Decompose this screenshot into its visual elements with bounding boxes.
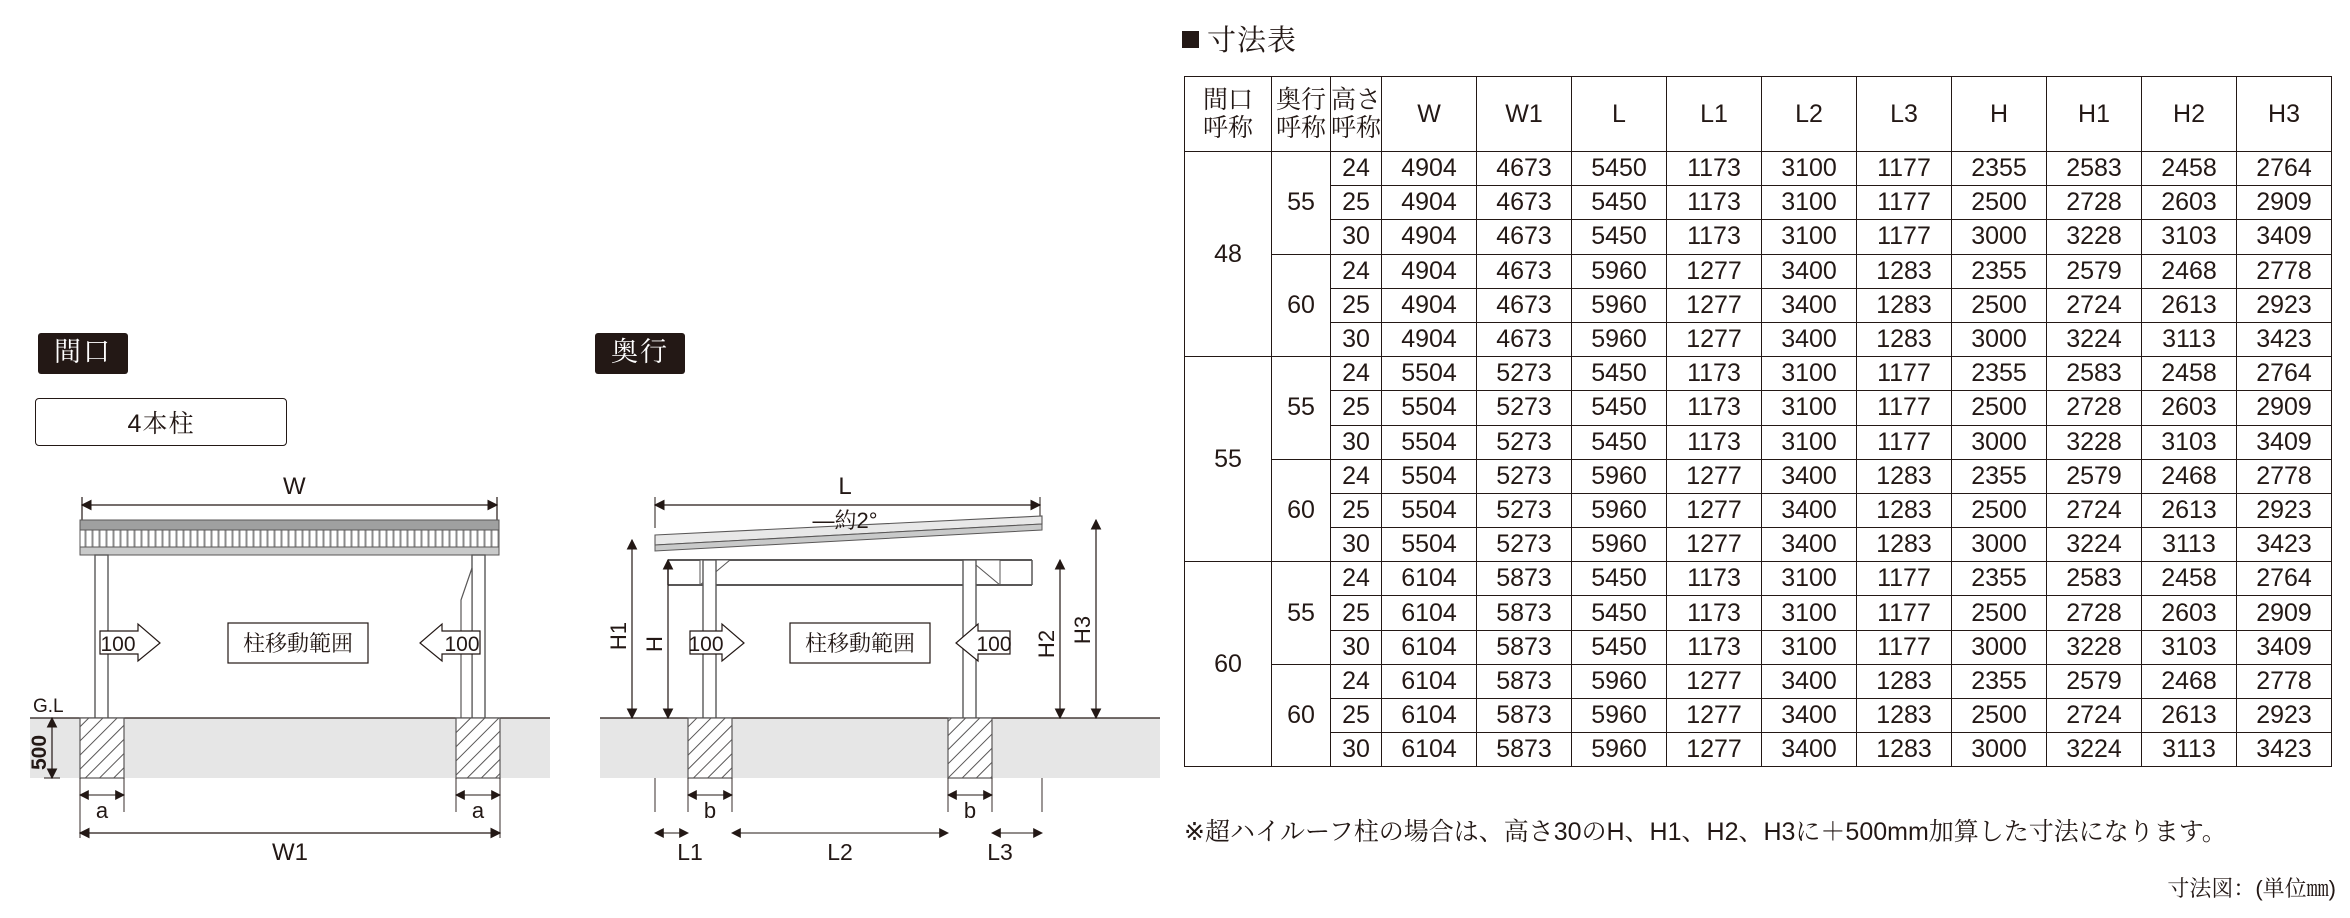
drawing-pane bbox=[0, 0, 1170, 918]
cell-W: 5504 bbox=[1382, 357, 1477, 391]
cell-L2: 3100 bbox=[1762, 562, 1857, 596]
cell-L1: 1277 bbox=[1667, 528, 1762, 562]
cell-W: 6104 bbox=[1382, 664, 1477, 698]
svg-text:G.L: G.L bbox=[33, 696, 64, 717]
svg-text:100: 100 bbox=[100, 633, 136, 656]
cell-W: 4904 bbox=[1382, 220, 1477, 254]
cell-H1: 3228 bbox=[2047, 425, 2142, 459]
svg-text:柱移動範囲: 柱移動範囲 bbox=[804, 631, 916, 656]
dimension-table-pane bbox=[1170, 0, 2350, 918]
cell-H1: 2583 bbox=[2047, 562, 2142, 596]
cell-takasa: 30 bbox=[1331, 425, 1382, 459]
cell-takasa: 24 bbox=[1331, 357, 1382, 391]
cell-L3: 1177 bbox=[1857, 357, 1952, 391]
cell-H1: 2583 bbox=[2047, 357, 2142, 391]
cell-takasa: 30 bbox=[1331, 322, 1382, 356]
cell-L3: 1177 bbox=[1857, 186, 1952, 220]
cell-L3: 1283 bbox=[1857, 459, 1952, 493]
cell-H1: 3224 bbox=[2047, 322, 2142, 356]
cell-H2: 2458 bbox=[2142, 562, 2237, 596]
cell-H3: 3423 bbox=[2237, 528, 2332, 562]
cell-H2: 2468 bbox=[2142, 664, 2237, 698]
cell-takasa: 25 bbox=[1331, 699, 1382, 733]
svg-text:W1: W1 bbox=[272, 839, 308, 866]
bullet-square-icon bbox=[1182, 31, 1199, 48]
cell-L2: 3100 bbox=[1762, 220, 1857, 254]
svg-text:100: 100 bbox=[688, 633, 724, 656]
cell-H1: 3224 bbox=[2047, 733, 2142, 767]
section-label-okuyuki: 奥行 bbox=[595, 333, 685, 374]
header-okuyuki-line1: 奥行 bbox=[1275, 86, 1326, 114]
cell-W1: 4673 bbox=[1477, 186, 1572, 220]
cell-H: 2500 bbox=[1952, 186, 2047, 220]
cell-L: 5450 bbox=[1572, 357, 1667, 391]
table-row bbox=[1185, 322, 2332, 356]
cell-W1: 5273 bbox=[1477, 528, 1572, 562]
cell-L3: 1283 bbox=[1857, 699, 1952, 733]
cell-L2: 3400 bbox=[1762, 528, 1857, 562]
svg-text:L3: L3 bbox=[987, 839, 1013, 865]
cell-H: 3000 bbox=[1952, 630, 2047, 664]
cell-H: 2500 bbox=[1952, 288, 2047, 322]
cell-H: 3000 bbox=[1952, 528, 2047, 562]
cell-W1: 4673 bbox=[1477, 220, 1572, 254]
cell-W1: 5273 bbox=[1477, 493, 1572, 527]
cell-L1: 1277 bbox=[1667, 664, 1762, 698]
cell-H1: 2583 bbox=[2047, 152, 2142, 186]
cell-H: 2355 bbox=[1952, 254, 2047, 288]
cell-H: 3000 bbox=[1952, 733, 2047, 767]
table-row bbox=[1185, 630, 2332, 664]
cell-H2: 2458 bbox=[2142, 152, 2237, 186]
cell-W: 5504 bbox=[1382, 459, 1477, 493]
cell-H2: 3113 bbox=[2142, 528, 2237, 562]
header-H2: H2 bbox=[2142, 77, 2237, 152]
cell-L3: 1177 bbox=[1857, 425, 1952, 459]
header-takasa bbox=[1331, 77, 1382, 152]
cell-L1: 1277 bbox=[1667, 288, 1762, 322]
cell-H: 2355 bbox=[1952, 459, 2047, 493]
cell-L: 5450 bbox=[1572, 186, 1667, 220]
table-row bbox=[1185, 699, 2332, 733]
cell-H3: 2778 bbox=[2237, 664, 2332, 698]
cell-H: 2500 bbox=[1952, 596, 2047, 630]
cell-L1: 1173 bbox=[1667, 425, 1762, 459]
dimension-table bbox=[1184, 76, 2332, 767]
header-L1: L1 bbox=[1667, 77, 1762, 152]
cell-H3: 2764 bbox=[2237, 357, 2332, 391]
svg-text:a: a bbox=[471, 798, 485, 823]
cell-L: 5960 bbox=[1572, 254, 1667, 288]
cell-L1: 1277 bbox=[1667, 322, 1762, 356]
table-heading bbox=[1182, 18, 1297, 59]
cell-W1: 5873 bbox=[1477, 733, 1572, 767]
cell-L: 5450 bbox=[1572, 152, 1667, 186]
cell-L1: 1173 bbox=[1667, 220, 1762, 254]
cell-H: 3000 bbox=[1952, 322, 2047, 356]
header-H1: H1 bbox=[2047, 77, 2142, 152]
cell-L1: 1173 bbox=[1667, 630, 1762, 664]
cell-L2: 3400 bbox=[1762, 493, 1857, 527]
cell-takasa: 30 bbox=[1331, 220, 1382, 254]
svg-text:b: b bbox=[963, 798, 977, 823]
header-W: W bbox=[1382, 77, 1477, 152]
cell-takasa: 25 bbox=[1331, 391, 1382, 425]
cell-H: 2500 bbox=[1952, 699, 2047, 733]
header-L3: L3 bbox=[1857, 77, 1952, 152]
cell-takasa: 25 bbox=[1331, 596, 1382, 630]
cell-L2: 3100 bbox=[1762, 391, 1857, 425]
table-row bbox=[1185, 254, 2332, 288]
cell-H2: 2458 bbox=[2142, 357, 2237, 391]
cell-L3: 1283 bbox=[1857, 528, 1952, 562]
cell-L2: 3400 bbox=[1762, 699, 1857, 733]
svg-text:100: 100 bbox=[976, 633, 1012, 656]
cell-L1: 1277 bbox=[1667, 493, 1762, 527]
cell-L: 5960 bbox=[1572, 288, 1667, 322]
table-row bbox=[1185, 425, 2332, 459]
header-L2: L2 bbox=[1762, 77, 1857, 152]
cell-W1: 5873 bbox=[1477, 562, 1572, 596]
header-takasa-line2: 呼称 bbox=[1331, 114, 1382, 142]
cell-takasa: 25 bbox=[1331, 288, 1382, 322]
table-row bbox=[1185, 152, 2332, 186]
cell-W1: 5273 bbox=[1477, 425, 1572, 459]
cell-W: 6104 bbox=[1382, 596, 1477, 630]
header-W1: W1 bbox=[1477, 77, 1572, 152]
cell-L: 5450 bbox=[1572, 562, 1667, 596]
svg-text:L2: L2 bbox=[827, 839, 853, 865]
cell-W: 4904 bbox=[1382, 322, 1477, 356]
cell-H: 3000 bbox=[1952, 425, 2047, 459]
cell-H: 3000 bbox=[1952, 220, 2047, 254]
table-row bbox=[1185, 220, 2332, 254]
cell-L1: 1173 bbox=[1667, 357, 1762, 391]
cell-H2: 3113 bbox=[2142, 733, 2237, 767]
cell-L3: 1177 bbox=[1857, 630, 1952, 664]
table-row bbox=[1185, 528, 2332, 562]
cell-H: 2500 bbox=[1952, 391, 2047, 425]
cell-W1: 5873 bbox=[1477, 630, 1572, 664]
cell-W: 4904 bbox=[1382, 254, 1477, 288]
cell-takasa: 30 bbox=[1331, 528, 1382, 562]
cell-L2: 3400 bbox=[1762, 459, 1857, 493]
cell-L: 5960 bbox=[1572, 493, 1667, 527]
cell-L2: 3400 bbox=[1762, 733, 1857, 767]
cell-L3: 1283 bbox=[1857, 254, 1952, 288]
svg-text:H3: H3 bbox=[1070, 615, 1095, 645]
cell-H3: 3409 bbox=[2237, 425, 2332, 459]
cell-W: 4904 bbox=[1382, 152, 1477, 186]
svg-text:H1: H1 bbox=[606, 621, 631, 651]
header-takasa-line1: 高さ bbox=[1331, 86, 1382, 114]
cell-L2: 3100 bbox=[1762, 152, 1857, 186]
table-row bbox=[1185, 459, 2332, 493]
cell-L1: 1277 bbox=[1667, 733, 1762, 767]
cell-H3: 2909 bbox=[2237, 596, 2332, 630]
cell-W1: 4673 bbox=[1477, 152, 1572, 186]
svg-text:100: 100 bbox=[444, 633, 480, 656]
cell-L: 5450 bbox=[1572, 596, 1667, 630]
cell-maguchi: 55 bbox=[1185, 357, 1272, 562]
cell-L3: 1177 bbox=[1857, 152, 1952, 186]
cell-L1: 1277 bbox=[1667, 699, 1762, 733]
cell-H1: 2728 bbox=[2047, 596, 2142, 630]
cell-okuyuki: 55 bbox=[1272, 152, 1331, 255]
cell-W: 4904 bbox=[1382, 186, 1477, 220]
cell-H2: 3103 bbox=[2142, 220, 2237, 254]
cell-H3: 2923 bbox=[2237, 288, 2332, 322]
cell-L: 5960 bbox=[1572, 699, 1667, 733]
cell-H: 2355 bbox=[1952, 357, 2047, 391]
cell-H3: 2778 bbox=[2237, 254, 2332, 288]
cell-L1: 1173 bbox=[1667, 596, 1762, 630]
cell-L: 5450 bbox=[1572, 391, 1667, 425]
cell-L3: 1177 bbox=[1857, 391, 1952, 425]
cell-H3: 3409 bbox=[2237, 630, 2332, 664]
cell-W1: 4673 bbox=[1477, 322, 1572, 356]
cell-okuyuki: 60 bbox=[1272, 459, 1331, 562]
cell-H1: 2579 bbox=[2047, 254, 2142, 288]
table-row bbox=[1185, 596, 2332, 630]
table-row bbox=[1185, 493, 2332, 527]
cell-L1: 1173 bbox=[1667, 152, 1762, 186]
svg-text:500: 500 bbox=[28, 734, 51, 770]
cell-W: 6104 bbox=[1382, 562, 1477, 596]
cell-maguchi: 48 bbox=[1185, 152, 1272, 357]
cell-H2: 2613 bbox=[2142, 288, 2237, 322]
cell-L2: 3400 bbox=[1762, 288, 1857, 322]
cell-takasa: 25 bbox=[1331, 493, 1382, 527]
header-okuyuki bbox=[1272, 77, 1331, 152]
cell-L2: 3400 bbox=[1762, 254, 1857, 288]
table-row bbox=[1185, 562, 2332, 596]
cell-W: 5504 bbox=[1382, 528, 1477, 562]
cell-H3: 3423 bbox=[2237, 733, 2332, 767]
cell-H2: 3103 bbox=[2142, 630, 2237, 664]
unit-note: 寸法図：(単位㎜) bbox=[2167, 876, 2336, 901]
table-row bbox=[1185, 664, 2332, 698]
cell-H1: 2724 bbox=[2047, 699, 2142, 733]
cell-H2: 3113 bbox=[2142, 322, 2237, 356]
header-L: L bbox=[1572, 77, 1667, 152]
cell-H: 2355 bbox=[1952, 664, 2047, 698]
cell-takasa: 30 bbox=[1331, 630, 1382, 664]
cell-W: 5504 bbox=[1382, 391, 1477, 425]
svg-text:柱移動範囲: 柱移動範囲 bbox=[242, 631, 354, 656]
cell-okuyuki: 60 bbox=[1272, 254, 1331, 357]
cell-L: 5960 bbox=[1572, 664, 1667, 698]
cell-W: 5504 bbox=[1382, 425, 1477, 459]
header-maguchi-line1: 間口 bbox=[1202, 86, 1253, 114]
cell-L1: 1277 bbox=[1667, 254, 1762, 288]
cell-L: 5960 bbox=[1572, 459, 1667, 493]
pillar-type-box: 4本柱 bbox=[35, 398, 287, 446]
cell-W: 4904 bbox=[1382, 288, 1477, 322]
table-header-row bbox=[1185, 77, 2332, 152]
svg-text:L: L bbox=[838, 473, 852, 500]
cell-L3: 1283 bbox=[1857, 322, 1952, 356]
cell-L1: 1173 bbox=[1667, 391, 1762, 425]
svg-text:H2: H2 bbox=[1034, 629, 1059, 659]
cell-H1: 2728 bbox=[2047, 186, 2142, 220]
cell-H2: 2468 bbox=[2142, 459, 2237, 493]
cell-W1: 4673 bbox=[1477, 254, 1572, 288]
cell-okuyuki: 60 bbox=[1272, 664, 1331, 767]
cell-H2: 2603 bbox=[2142, 186, 2237, 220]
cell-W1: 4673 bbox=[1477, 288, 1572, 322]
cell-H: 2500 bbox=[1952, 493, 2047, 527]
cell-L1: 1173 bbox=[1667, 186, 1762, 220]
cell-W: 6104 bbox=[1382, 630, 1477, 664]
cell-H3: 2923 bbox=[2237, 699, 2332, 733]
header-okuyuki-line2: 呼称 bbox=[1275, 114, 1326, 142]
table-row bbox=[1185, 733, 2332, 767]
cell-H1: 2724 bbox=[2047, 493, 2142, 527]
cell-L: 5960 bbox=[1572, 322, 1667, 356]
cell-L: 5450 bbox=[1572, 630, 1667, 664]
table-heading-text: 寸法表 bbox=[1207, 25, 1298, 57]
cell-L3: 1283 bbox=[1857, 493, 1952, 527]
cell-W: 6104 bbox=[1382, 733, 1477, 767]
table-row bbox=[1185, 186, 2332, 220]
cell-L2: 3100 bbox=[1762, 596, 1857, 630]
table-row bbox=[1185, 357, 2332, 391]
cell-H: 2355 bbox=[1952, 152, 2047, 186]
section-label-maguchi: 間口 bbox=[38, 333, 128, 374]
cell-H2: 2468 bbox=[2142, 254, 2237, 288]
cell-L2: 3400 bbox=[1762, 664, 1857, 698]
cell-takasa: 25 bbox=[1331, 186, 1382, 220]
header-H: H bbox=[1952, 77, 2047, 152]
cell-H1: 2579 bbox=[2047, 664, 2142, 698]
cell-W1: 5273 bbox=[1477, 459, 1572, 493]
cell-L3: 1283 bbox=[1857, 288, 1952, 322]
cell-W: 6104 bbox=[1382, 699, 1477, 733]
svg-text:H: H bbox=[642, 636, 667, 652]
cell-H1: 3228 bbox=[2047, 220, 2142, 254]
cell-H: 2355 bbox=[1952, 562, 2047, 596]
cell-H2: 2603 bbox=[2142, 391, 2237, 425]
cell-W1: 5273 bbox=[1477, 391, 1572, 425]
cell-takasa: 24 bbox=[1331, 459, 1382, 493]
cell-H3: 2778 bbox=[2237, 459, 2332, 493]
svg-text:a: a bbox=[95, 798, 109, 823]
cell-H1: 3224 bbox=[2047, 528, 2142, 562]
cell-H1: 3228 bbox=[2047, 630, 2142, 664]
cell-L3: 1283 bbox=[1857, 733, 1952, 767]
cell-H2: 2613 bbox=[2142, 493, 2237, 527]
cell-L1: 1173 bbox=[1667, 562, 1762, 596]
cell-H3: 2909 bbox=[2237, 186, 2332, 220]
header-maguchi bbox=[1185, 77, 1272, 152]
cell-takasa: 30 bbox=[1331, 733, 1382, 767]
svg-text:W: W bbox=[283, 473, 306, 500]
elevation-drawings bbox=[0, 0, 1170, 918]
cell-maguchi: 60 bbox=[1185, 562, 1272, 767]
cell-L: 5960 bbox=[1572, 528, 1667, 562]
cell-okuyuki: 55 bbox=[1272, 562, 1331, 665]
cell-H3: 2764 bbox=[2237, 152, 2332, 186]
cell-H3: 3423 bbox=[2237, 322, 2332, 356]
cell-L: 5450 bbox=[1572, 425, 1667, 459]
cell-L3: 1283 bbox=[1857, 664, 1952, 698]
cell-H1: 2724 bbox=[2047, 288, 2142, 322]
cell-L2: 3100 bbox=[1762, 425, 1857, 459]
cell-W1: 5873 bbox=[1477, 596, 1572, 630]
table-row bbox=[1185, 288, 2332, 322]
cell-H3: 2923 bbox=[2237, 493, 2332, 527]
cell-W: 5504 bbox=[1382, 493, 1477, 527]
cell-okuyuki: 55 bbox=[1272, 357, 1331, 460]
cell-H2: 2603 bbox=[2142, 596, 2237, 630]
cell-takasa: 24 bbox=[1331, 254, 1382, 288]
cell-L3: 1177 bbox=[1857, 596, 1952, 630]
cell-W1: 5873 bbox=[1477, 699, 1572, 733]
cell-takasa: 24 bbox=[1331, 152, 1382, 186]
cell-takasa: 24 bbox=[1331, 664, 1382, 698]
cell-L: 5450 bbox=[1572, 220, 1667, 254]
cell-L3: 1177 bbox=[1857, 562, 1952, 596]
svg-text:―約2°: ―約2° bbox=[812, 508, 878, 533]
header-H3: H3 bbox=[2237, 77, 2332, 152]
cell-W1: 5873 bbox=[1477, 664, 1572, 698]
cell-L2: 3100 bbox=[1762, 357, 1857, 391]
svg-text:b: b bbox=[703, 798, 717, 823]
cell-H2: 2613 bbox=[2142, 699, 2237, 733]
cell-L: 5960 bbox=[1572, 733, 1667, 767]
cell-L3: 1177 bbox=[1857, 220, 1952, 254]
cell-H3: 2764 bbox=[2237, 562, 2332, 596]
cell-L2: 3100 bbox=[1762, 630, 1857, 664]
table-row bbox=[1185, 391, 2332, 425]
cell-H3: 2909 bbox=[2237, 391, 2332, 425]
cell-L1: 1277 bbox=[1667, 459, 1762, 493]
cell-H1: 2728 bbox=[2047, 391, 2142, 425]
header-maguchi-line2: 呼称 bbox=[1202, 114, 1253, 142]
cell-W1: 5273 bbox=[1477, 357, 1572, 391]
cell-H1: 2579 bbox=[2047, 459, 2142, 493]
svg-text:L1: L1 bbox=[677, 839, 703, 865]
cell-takasa: 24 bbox=[1331, 562, 1382, 596]
cell-L2: 3100 bbox=[1762, 186, 1857, 220]
cell-H3: 3409 bbox=[2237, 220, 2332, 254]
cell-H2: 3103 bbox=[2142, 425, 2237, 459]
table-note: ※超ハイルーフ柱の場合は、高さ30のH、H1、H2、H3に＋500mm加算した寸法になります。 bbox=[1184, 818, 2227, 846]
cell-L2: 3400 bbox=[1762, 322, 1857, 356]
